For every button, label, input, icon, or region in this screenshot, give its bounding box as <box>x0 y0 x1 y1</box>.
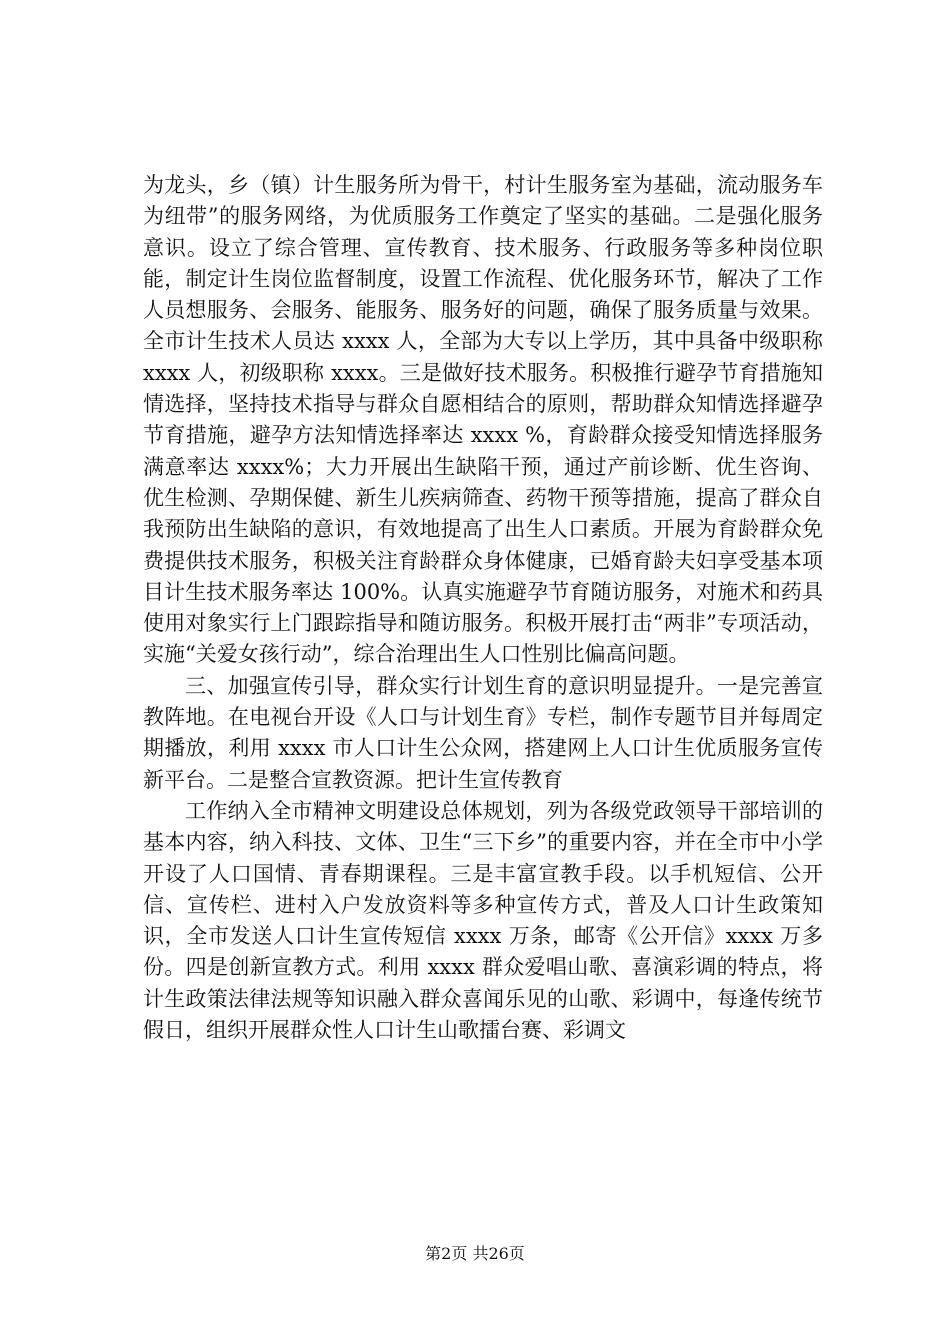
document-body <box>143 170 823 1046</box>
page-number-footer: 第2页 共26页 <box>425 1244 525 1263</box>
paragraph-2: 三、加强宣传引导，群众实行计划生育的意识明显提升。一是完善宣教阵地。在电视台开设《人口与计划生育》专栏，制作专题节目并每周定期播放，利用 xxxx 市人口计生公众网，搭建网上人口计生优质服务宣传新平台。二是整合宣教资源。把计生宣传教育 <box>143 673 823 792</box>
paragraph-1: 为龙头，乡（镇）计生服务所为骨干，村计生服务室为基础，流动服务车为纽带”的服务网络，为优质服务工作奠定了坚实的基础。二是强化服务意识。设立了综合管理、宣传教育、技术服务、行政服务等多种岗位职能，制定计生岗位监督制度，设置工作流程、优化服务环节，解决了工作人员想服务、会服务、能服务、服务好的问题，确保了服务质量与效果。全市计生技术人员达 xxxx 人，全部为大专以上学历，其中具备中级职称 xxxx 人，初级职称 xxxx。三是做好技术服务。积极推行避孕节育措施知情选择，坚持技术指导与群众自愿相结合的原则，帮助群众知情选择避孕节育措施，避孕方法知情选择率达 xxxx %，育龄群众接受知情选择服务满意率达 xxxx%；大力开展出生缺陷干预，通过产前诊断、优生咨询、优生检测、孕期保健、新生儿疾病筛查、药物干预等措施，提高了群众自我预防出生缺陷的意识，有效地提高了出生人口素质。开展为育龄群众免费提供技术服务，积极关注育龄群众身体健康，已婚育龄夫妇享受基本项目计生技术服务率达 100%。认真实施避孕节育随访服务，对施术和药具使用对象实行上门跟踪指导和随访服务。积极开展打击“两非”专项活动，实施“关爱女孩行动”，综合治理出生人口性别比偏高问题。 <box>143 173 823 667</box>
paragraph-3: 工作纳入全市精神文明建设总体规划，列为各级党政领导干部培训的基本内容，纳入科技、文体、卫生“三下乡”的重要内容，并在全市中小学开设了人口国情、青春期课程。三是丰富宣教手段。以手机短信、公开信、宣传栏、进村入户发放资料等多种宣传方式，普及人口计生政策知识，全市发送人口计生宣传短信 xxxx 万条，邮寄《公开信》xxxx 万多份。四是创新宣教方式。利用 xxxx 群众爱唱山歌、喜演彩调的特点，将计生政策法律法规等知识融入群众喜闻乐见的山歌、彩调中，每逢传统节假日，组织开展群众性人口计生山歌擂台赛、彩调文 <box>143 798 823 1043</box>
